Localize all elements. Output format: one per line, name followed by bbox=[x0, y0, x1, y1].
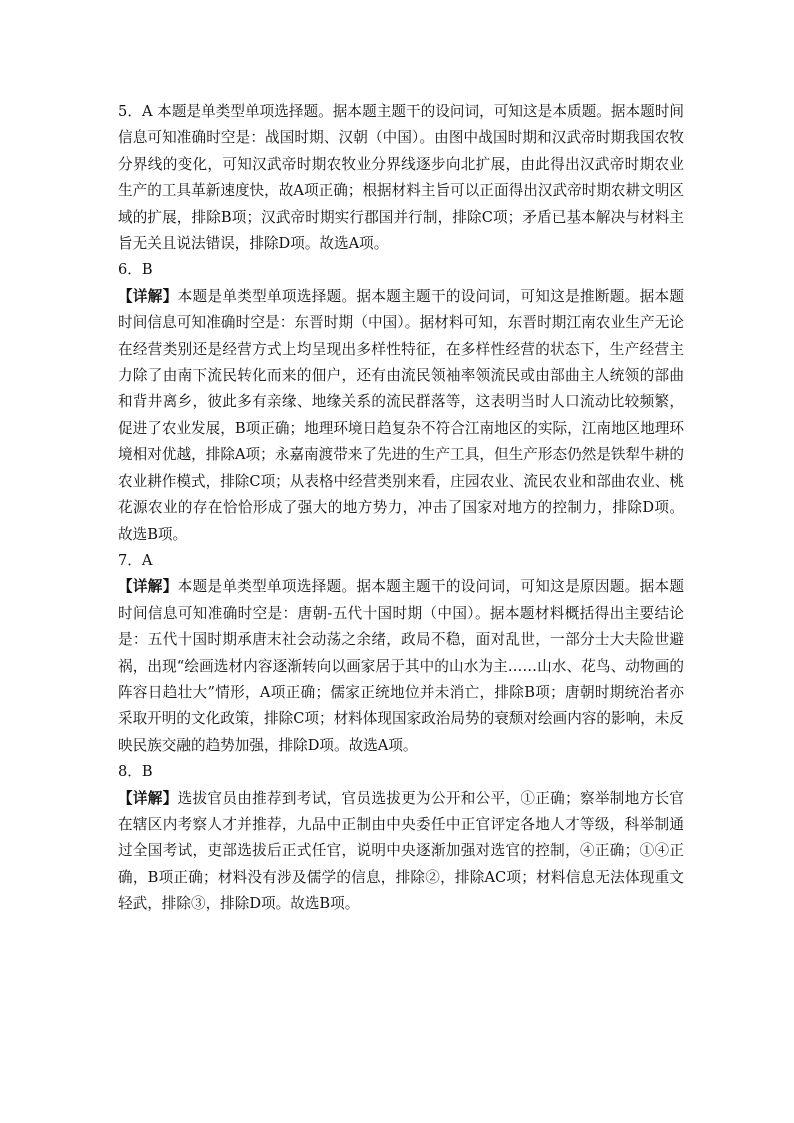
q7-detail bbox=[118, 574, 684, 759]
q7-body: 本题是单类型单项选择题。据本题主题干的设问词，可知这是原因题。据本题时间信息可知准确时空是：唐朝-五代十国时期（中国）。据本题材料概括得出主要结论是：五代十国时期承唐末社会动荡之余绪，政局不稳，面对乱世，一部分士大夫险世避祸，出现“绘画选材内容逐渐转向以画家居于其中的山水为主……山水、花鸟、动物画的阵容日趋壮大”情形，A项正确；儒家正统地位并未消亡，排除B项；唐朝时期统治者亦采取开明的文化政策，排除C项；材料体现国家政治局势的衰颓对绘画内容的影响，未反映民族交融的趋势加强，排除D项。故选A项。 bbox=[118, 578, 684, 754]
q7-detail-tag: 【详解】 bbox=[118, 578, 178, 596]
q8-detail-tag: 【详解】 bbox=[118, 789, 178, 807]
q5-body: 5．A 本题是单类型单项选择题。据本题主题干的设问词，可知这是本质题。据本题时间信息可知准确时空是：战国时期、汉朝（中国）。由图中战国时期和汉武帝时期我国农牧分界线的变化，可知汉武帝时期农牧业分界线逐步向北扩展，由此得出汉武帝时期农业生产的工具革新速度快，故A项正确；根据材料主旨可以正面得出汉武帝时期农耕文明区域的扩展，排除B项；汉武帝时期实行郡国并行制，排除C项；矛盾已基本解决与材料主旨无关且说法错误，排除D项。故选A项。 bbox=[118, 103, 684, 253]
question-5-explanation bbox=[118, 99, 684, 257]
question-7-explanation bbox=[118, 548, 684, 759]
q8-detail bbox=[118, 786, 684, 918]
q8-answer: 8．B bbox=[118, 763, 153, 781]
question-6-explanation bbox=[118, 257, 684, 547]
q6-answer: 6．B bbox=[118, 261, 153, 279]
q8-body: 选拔官员由推荐到考试，官员选拔更为公开和公平，①正确；察举制地方长官在辖区内考察人才并推荐，九品中正制由中央委任中正官评定各地人才等级，科举制通过全国考试，吏部选拔后正式任官，说明中央逐渐加强对选官的控制，④正确；①④正确，B项正确；材料没有涉及儒学的信息，排除②，排除AC项；材料信息无法体现重文轻武，排除③，排除D项。故选B项。 bbox=[118, 789, 684, 913]
q6-detail bbox=[118, 284, 684, 548]
answer-explanations bbox=[118, 99, 684, 918]
question-8-explanation bbox=[118, 759, 684, 917]
q6-detail-tag: 【详解】 bbox=[118, 287, 178, 305]
q7-answer: 7．A bbox=[118, 551, 153, 569]
q6-body: 本题是单类型单项选择题。据本题主题干的设问词，可知这是推断题。据本题时间信息可知准确时空是：东晋时期（中国）。据材料可知，东晋时期江南农业生产无论在经营类别还是经营方式上均呈现出多样性特征，在多样性经营的状态下，生产经营主力除了由南下流民转化而来的佃户，还有由流民领袖率领流民或由部曲主人统领的部曲和背井离乡，彼此多有亲缘、地缘关系的流民群落等，这表明当时人口流动比较频繁，促进了农业发展，B项正确；地理环境日趋复杂不符合江南地区的实际，江南地区地理环境相对优越，排除A项；永嘉南渡带来了先进的生产工具，但生产形态仍然是铁犁牛耕的农业耕作模式，排除C项；从表格中经营类别来看，庄园农业、流民农业和部曲农业、桃花源农业的存在恰恰形成了强大的地方势力，冲击了国家对地方的控制力，排除D项。故选B项。 bbox=[118, 287, 684, 543]
